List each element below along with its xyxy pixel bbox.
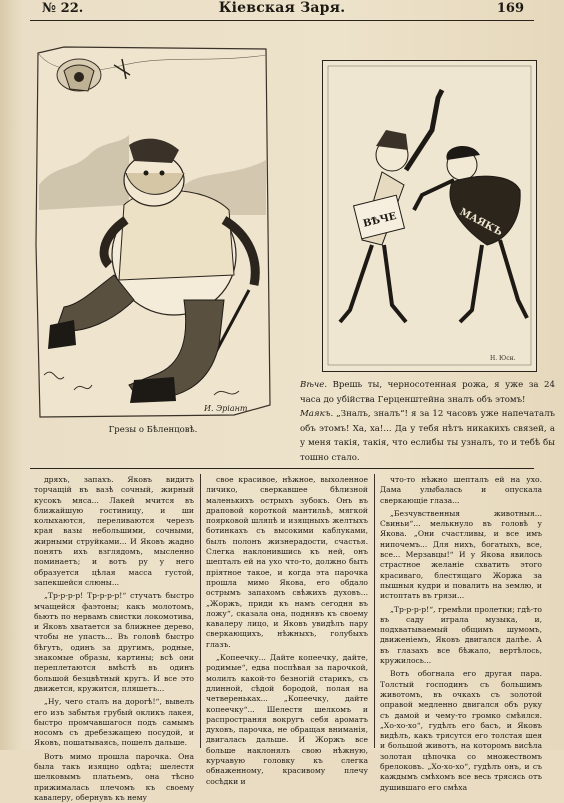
speaker-mayak: Маякъ. <box>300 409 334 419</box>
paragraph: „Тр-р-р-р! Тр-р-р-р!“ стучатъ быстро мчащейся фаэтоны; какъ молотомъ, бьютъ по нервамъ свистки локомотива, и Яковъ хватается за ближнее дерево, чтобы не упасть... Въ головѣ быстро бѣгутъ, одинъ за другимъ, родные, знакомые образы, картины; всѣ они переплетаются вмѣстѣ въ одинъ большой безцвѣтный кругъ. И все это движется, кружится, пляшетъ... <box>34 591 194 693</box>
paragraph: „Тр-р-р-р!“, гремѣли пролетки; гдѣ-то въ саду играла музыка, и, подхватываемый общимъ шумомъ, движеніемъ, Яковъ двигался далѣе. А въ глазахъ все бѣжало, вертѣлось, кружилось... <box>380 604 542 666</box>
speaker-veche: Вѣче. <box>300 380 328 390</box>
text-column-2 <box>206 475 368 786</box>
header-rule <box>30 20 534 21</box>
left-illustration <box>34 45 272 420</box>
paragraph: „Безчувственныя животныя... Свиньи“... мелькнуло въ головѣ у Якова. „Они счастливы, и все имъ нипочемъ... Для нихъ, богатыхъ, все, все... Мерзавцы!“ И у Якова явилось страстное желаніе схватить этого красиваго, блестящаго Жоржа за пышныя кудри и повалить на землю, и истоптать въ грязи... <box>380 508 542 601</box>
text-column-3 <box>380 475 542 792</box>
speech-mayak: „Зналъ, зналъ“! я за 12 часовъ уже напечаталъ объ этомъ! Ха, ха!... Да у тебя нѣтъ никакихъ связей, а у меня такія, такія, что еслибы ты узналъ, то и тебѣ бы тошно стало. <box>300 409 555 463</box>
caption-line-mayak <box>300 407 555 465</box>
section-rule <box>30 468 534 469</box>
right-signature: Н. Юсн. <box>490 355 516 362</box>
left-signature: И. Эріант <box>204 404 248 413</box>
text-column-1 <box>34 475 194 802</box>
column-divider <box>200 474 201 748</box>
column-divider <box>374 474 375 748</box>
paragraph: Вотъ мимо прошла парочка. Она была такъ изящно одѣта; шелестя шелковымъ платьемъ, она тѣсно прижималась плечомъ къ своему кавалеру, обернувъ къ нему <box>34 751 194 802</box>
caption-line-veche <box>300 378 555 407</box>
paragraph: „Копеечку... Дайте копеечку, дайте, родимые“, едва поспѣвая за парочкой, молилъ какой-то безногій старикъ, съ длинной, сѣдой бородой, полая на четвереньках... „Копеечку, дайте копеечку“... Шелестя шелкомъ и распространяя вокругъ себя ароматъ духовъ, парочка, не обращая вниманія, двигалась дальше. И Жоржъ все больше наклонялъ свою нѣжную, курчавую головку къ слегка обнаженному, красивому плечу сосѣдки и <box>206 653 368 786</box>
page-header <box>30 0 534 20</box>
speech-veche: Врешь ты, черносотенная рожа, я уже за 24 часа до убійства Герценштейна зналъ объ этомъ! <box>300 380 555 405</box>
right-illustration <box>322 60 537 372</box>
newspaper-title: Кіевская Заря. <box>218 0 346 16</box>
page-number: 169 <box>496 1 524 16</box>
mayak-label: МАЯКЪ <box>457 206 505 239</box>
dreamer-caricature <box>34 45 272 420</box>
paragraph: свое красивое, нѣжное, выхоленное личико, сверкавшее бѣлизной маленькихъ острыхъ зубокъ. Онъ въ драповой короткой мантильѣ, мягкой поярковой шляпѣ и изящныхъ желтыхъ ботинкахъ съ высокими каблуками, былъ полонъ жизнерадости, счастья. Слегка наклонившись къ ней, онъ шепталъ ей на ухо что-то, должно быть пріятное такое, и когда эта парочка прошла мимо Якова, его обдало острымъ запахомъ свѣжихъ духовъ... „Жоржъ, приди къ намъ сегодня въ ложу“, сказала она, поднявъ къ своему кавалеру лицо, и Яковъ увидѣлъ пару сверкающихъ, нѣжныхъ, голубыхъ глазъ. <box>206 475 368 649</box>
veche-label: ВѢЧЕ <box>362 210 398 230</box>
paragraph: „Ну, чего сталъ на дорогѣ!“, вывелъ его изъ забытья грубый окликъ лакея, быстро промчавшагося подъ самымъ носомъ съ дребезжащею посудой, и Яковъ, пошатываясь, пошелъ дальше. <box>34 697 194 748</box>
paragraph: дряхъ, запахъ. Яковъ видитъ торчащій въ вазѣ сочный, жирный кусокъ мяса... Лакей мчится въ ближайшую гостиницу, и ши колыхаются, переливаются черезъ края вазы небольшими, сочными, жирными струйками... И Яковъ жадно понятъ ихъ взглядомъ, мысленно поминаетъ; и вотъ ру у него образуется цѣлая масса густой, запекшейся слюны... <box>34 475 194 587</box>
paragraph: Вотъ обогнала его другая пара. Толстый господинъ съ большимъ животомъ, въ очкахъ съ золотой оправой медленно двигался объ руку съ дамой и чему-то громко смѣялся. „Хо-хо-хо“, гудѣлъ его басъ, и Яковъ видѣлъ, какъ трясутся его толстая шея и большой животъ, на которомъ висѣла золотая цѣпочка со множествомъ брелоковъ. „Хо-хо-хо“, гудѣлъ онъ, и съ каждымъ смѣхомъ все весь трясясь отъ душившаго его смѣха <box>380 669 542 792</box>
paragraph: что-то нѣжно шепталъ ей на ухо. Дама улыбалась и опускала сверкающіе глаза... <box>380 475 542 505</box>
left-caption: Грезы о Бѣленцовѣ. <box>108 425 198 435</box>
issue-number: № 22. <box>42 1 84 16</box>
quarrel-caricature <box>322 60 537 372</box>
right-caption <box>300 378 555 465</box>
